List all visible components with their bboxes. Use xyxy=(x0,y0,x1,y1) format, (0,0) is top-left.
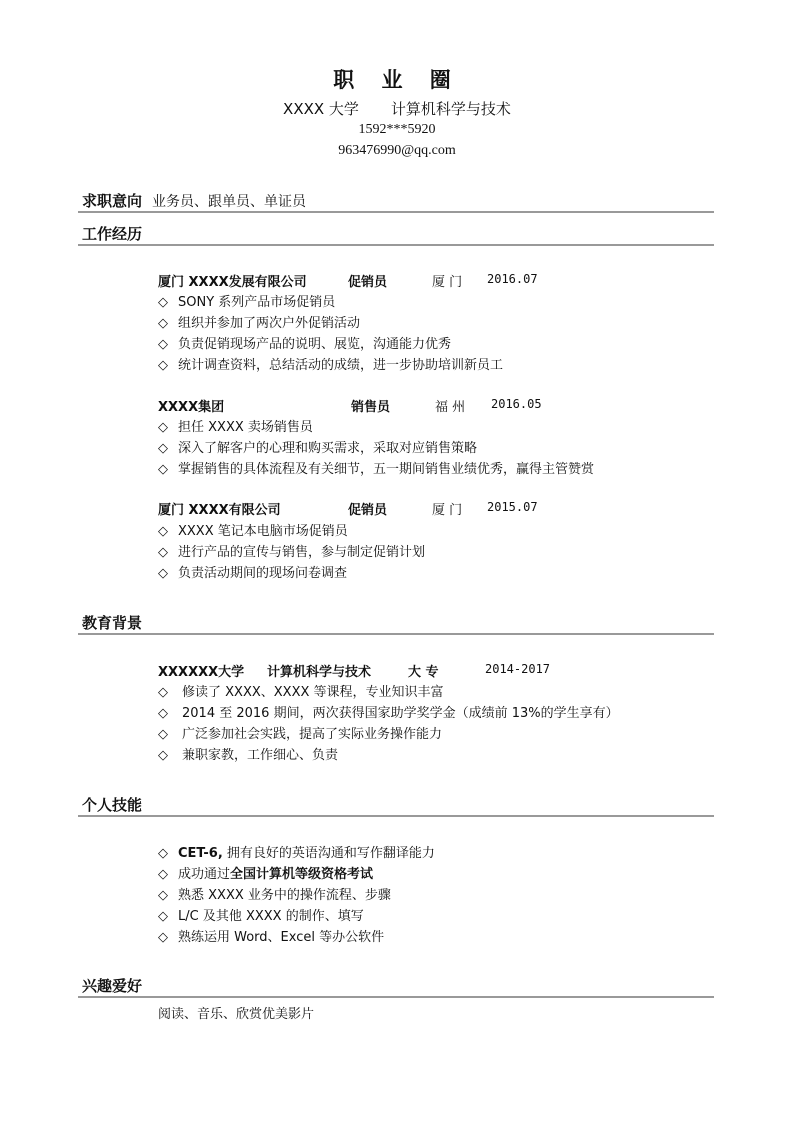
diamond-bullet-icon: ◇ xyxy=(158,524,168,539)
list-item: ◇ 成功通过全国计算机等级资格考试 xyxy=(158,867,374,882)
list-item: ◇ 深入了解客户的心理和购买需求，采取对应销售策略 xyxy=(158,441,478,456)
list-item: ◇ 担任 XXXX 卖场销售员 xyxy=(158,420,313,435)
major: 计算机科学与技术 xyxy=(390,100,511,118)
resume-title: 职 业 圈 xyxy=(333,67,461,92)
objective-value: 业务员、跟单员、单证员 xyxy=(152,194,307,210)
diamond-bullet-icon: ◇ xyxy=(158,706,168,721)
diamond-bullet-icon: ◇ xyxy=(158,685,168,700)
divider xyxy=(78,244,714,246)
list-item: ◇ 组织并参加了两次户外促销活动 xyxy=(158,316,361,331)
edu-degree: 大 专 xyxy=(408,665,439,680)
objective-label: 求职意向 xyxy=(82,192,143,210)
job-date: 2016.05 xyxy=(491,397,542,411)
diamond-bullet-icon: ◇ xyxy=(158,727,168,742)
objective-section xyxy=(82,190,306,211)
diamond-bullet-icon: ◇ xyxy=(158,337,168,352)
diamond-bullet-icon: ◇ xyxy=(158,358,168,373)
divider xyxy=(78,633,714,635)
diamond-bullet-icon: ◇ xyxy=(158,867,168,882)
list-item: ◇ 广泛参加社会实践，提高了实际业务操作能力 xyxy=(158,727,443,742)
list-item: ◇ 熟悉 XXXX 业务中的操作流程、步骤 xyxy=(158,888,391,903)
work-section-title: 工作经历 xyxy=(82,225,143,243)
job-city: 厦 门 xyxy=(432,503,463,518)
list-item: ◇ XXXX 笔记本电脑市场促销员 xyxy=(158,524,348,539)
diamond-bullet-icon: ◇ xyxy=(158,909,168,924)
edu-major: 计算机科学与技术 xyxy=(267,665,372,680)
list-item: ◇ 负责促销现场产品的说明、展览，沟通能力优秀 xyxy=(158,337,452,352)
list-item: ◇ 修读了 XXXX、XXXX 等课程，专业知识丰富 xyxy=(158,685,444,700)
diamond-bullet-icon: ◇ xyxy=(158,441,168,456)
school-major-line xyxy=(0,98,794,119)
list-item: ◇ SONY 系列产品市场促销员 xyxy=(158,295,336,310)
diamond-bullet-icon: ◇ xyxy=(158,888,168,903)
phone: 1592***5920 xyxy=(358,122,436,137)
divider xyxy=(78,996,714,998)
divider xyxy=(78,211,714,213)
job-city: 厦 门 xyxy=(432,275,463,290)
hobbies-value: 阅读、音乐、欣赏优美影片 xyxy=(158,1007,315,1022)
education-section-title: 教育背景 xyxy=(82,614,143,632)
diamond-bullet-icon: ◇ xyxy=(158,566,168,581)
job-position: 销售员 xyxy=(351,400,391,415)
job-position: 促销员 xyxy=(348,503,388,518)
diamond-bullet-icon: ◇ xyxy=(158,316,168,331)
list-item: ◇ 2014 至 2016 期间，两次获得国家助学奖学金（成绩前 13%的学生享有） xyxy=(158,706,619,721)
list-item: ◇ 负责活动期间的现场问卷调查 xyxy=(158,566,348,581)
diamond-bullet-icon: ◇ xyxy=(158,545,168,560)
list-item: ◇ L/C 及其他 XXXX 的制作、填写 xyxy=(158,909,364,924)
job-position: 促销员 xyxy=(348,275,388,290)
job-company: XXXX集团 xyxy=(158,400,225,415)
list-item: ◇ 掌握销售的具体流程及有关细节，五一期间销售业绩优秀，赢得主管赞赏 xyxy=(158,462,595,477)
job-date: 2015.07 xyxy=(487,500,538,514)
email: 963476990@qq.com xyxy=(338,143,456,158)
edu-school: XXXXXX大学 xyxy=(158,665,245,680)
job-city: 福 州 xyxy=(435,400,466,415)
list-item: ◇ 熟练运用 Word、Excel 等办公软件 xyxy=(158,930,385,945)
list-item: ◇ 进行产品的宣传与销售，参与制定促销计划 xyxy=(158,545,426,560)
diamond-bullet-icon: ◇ xyxy=(158,846,168,861)
divider xyxy=(78,815,714,817)
university: XXXX 大学 xyxy=(283,100,359,118)
edu-period: 2014-2017 xyxy=(485,662,551,676)
hobbies-section-title: 兴趣爱好 xyxy=(82,977,143,995)
job-date: 2016.07 xyxy=(487,272,538,286)
list-item: ◇ 统计调查资料，总结活动的成绩，进一步协助培训新员工 xyxy=(158,358,504,373)
job-company: 厦门 XXXX有限公司 xyxy=(158,503,281,518)
diamond-bullet-icon: ◇ xyxy=(158,748,168,763)
list-item: ◇ CET-6, 拥有良好的英语沟通和写作翻译能力 xyxy=(158,846,435,861)
diamond-bullet-icon: ◇ xyxy=(158,420,168,435)
skills-section-title: 个人技能 xyxy=(82,796,143,814)
list-item: ◇ 兼职家教，工作细心、负责 xyxy=(158,748,339,763)
diamond-bullet-icon: ◇ xyxy=(158,462,168,477)
job-company: 厦门 XXXX发展有限公司 xyxy=(158,275,307,290)
diamond-bullet-icon: ◇ xyxy=(158,930,168,945)
diamond-bullet-icon: ◇ xyxy=(158,295,168,310)
